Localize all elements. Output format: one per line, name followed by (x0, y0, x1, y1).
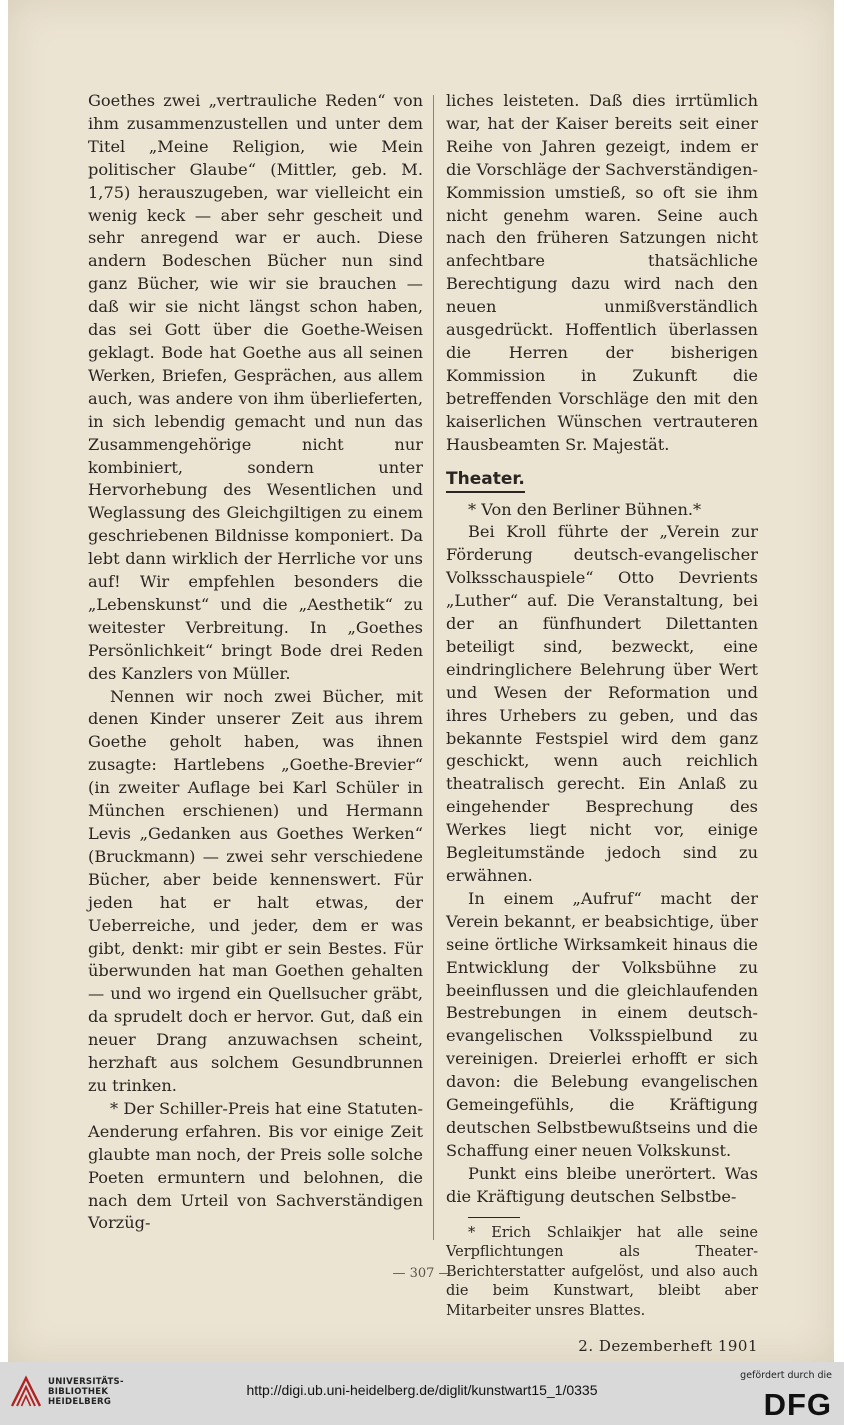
dfg-logo: DFG (763, 1387, 832, 1422)
paragraph: Punkt eins bleibe unerörtert. Was die Kräftigung deutschen Selbstbe- (446, 1163, 758, 1206)
right-column (446, 90, 758, 1357)
footnote: * Erich Schlaikjer hat alle seine Verpflichtungen als Theater-Berichterstatter aufgelöst, und also auch die beim Kunstwart, bleibt aber Mitarbeiter unsres Blattes. (446, 1224, 758, 1319)
paragraph: * Der Schiller-Preis hat eine Statuten-Aenderung erfahren. Bis vor einige Zeit glaubte man noch, der Preis solle solche Poeten ermuntern und belohnen, die nach dem Urteil von Sachverständigen Vorzüg- (88, 1098, 423, 1233)
section-heading: Theater. (446, 467, 525, 493)
funder-note: gefördert durch die (740, 1370, 832, 1381)
column-divider (433, 95, 434, 1240)
page-number: — 307 — (392, 1266, 452, 1281)
paragraph: In einem „Aufruf“ macht der Verein bekannt, er beabsichtige, über seine örtliche Wirksamkeit hinaus die Entwicklung der Volksbühne zu beeinflussen und die gleichlaufenden Bestrebungen in einem deutsch-evangelischen Volksspielbund zu vereinigen. Dreierlei erhofft er sich davon: die Belebung evangelischen Gemeingefühls, die Kräftigung deutschen Selbstbewußtseins und die Schaffung einer neuen Volkskunst. (446, 888, 758, 1160)
paragraph: Bei Kroll führte der „Verein zur Förderung deutsch-evangelischer Volksschauspiele“ Otto Devrients „Luther“ auf. Die Veranstaltung, bei der an fünfhundert Dilettanten beteiligt sind, bezweckt, eine eindringlichere Belehrung über Wert und Wesen der Reformation und ihres Urhebers zu geben, und das bekannte Festspiel wird dem ganz geschickt, wenn auch reichlich theatralisch gerecht. Ein Anlaß zu eingehender Besprechung des Werkes liegt nicht vor, einige Begleitumstände jedoch sind zu erwähnen. (446, 522, 758, 885)
source-url-link[interactable]: http://digi.ub.uni-heidelberg.de/diglit/kunstwart15_1/0335 (246, 1382, 598, 1398)
issue-line: 2. Dezemberheft 1901 (578, 1337, 758, 1356)
paragraph: Nennen wir noch zwei Bücher, mit denen Kinder unserer Zeit aus ihrem Goethe geholt haben, was ihnen zusagte: Hartlebens „Goethe-Brevier“ (in zweiter Auflage bei Karl Schüler in München erschienen) und Hermann Levis „Gedanken aus Goethes Werken“ (Bruckmann) — zwei sehr verschiedene Bücher, aber beide kennenswert. Für jeden hat er halt etwas, der Ueberreiche, und jeder, dem er was gibt, denkt: mir gibt er sein Bestes. Für überwunden hat man Goethen gehalten — und wo irgend ein Quellsucher gräbt, da sprudelt doch er hervor. Gut, daß ein neuer Drang anzuwachsen scheint, herzhaft aus solchem Gesundbrunnen zu trinken. (88, 686, 423, 1095)
footer-bar (0, 1362, 844, 1425)
paragraph: liches leisteten. Daß dies irrtümlich war, hat der Kaiser bereits seit einer Reihe von Jahren gezeigt, indem er die Vorschläge der Sachverständigen-Kommission umstieß, so oft sie ihm nicht genehm waren. Seine auch nach den früheren Satzungen nicht anfechtbare thatsächliche Berechtigung dazu wird nach den neuen unmißverständlich ausgedrückt. Hoffentlich überlassen die Herren der bisherigen Kommission in Zukunft die betreffenden Vorschläge den mit den kaiserlichen Wünschen vertrauteren Hausbeamten Sr. Majestät. (446, 91, 758, 454)
subheading: * Von den Berliner Bühnen.* (468, 499, 702, 519)
library-name: UNIVERSITÄTS- BIBLIOTHEK HEIDELBERG (48, 1377, 124, 1407)
paragraph: Goethes zwei „vertrauliche Reden“ von ihm zusammenzustellen und unter dem Titel „Meine Religion, wie Mein politischer Glaube“ (Mittler, geb. M. 1,75) herauszugeben, war vielleicht ein wenig keck — aber sehr gescheit und sehr anregend war er auch. Diese andern Bodeschen Bücher nun sind ganz Bücher, wie wir sie brauchen — daß wir sie nicht längst schon haben, das sei Gott über die Goethe-Weisen geklagt. Bode hat Goethe aus all seinen Werken, Briefen, Gesprächen, aus allem auch, was andere von ihm überlieferten, in sich lebendig gemacht und nun das Zusammengehörige nicht nur kombiniert, sondern unter Hervorhebung des Wesentlichen und Weglassung des Gleichgiltigen zu einem geschriebenen Bildnisse komponiert. Da lebt dann wirklich der Herrliche vor uns auf! Wir empfehlen besonders die „Lebenskunst“ und die „Aesthetik“ zu weitester Verbreitung. In „Goethes Persönlichkeit“ bringt Bode drei Reden des Kanzlers von Müller. (88, 91, 423, 683)
footnote-rule (468, 1217, 520, 1218)
left-column (88, 90, 423, 1235)
